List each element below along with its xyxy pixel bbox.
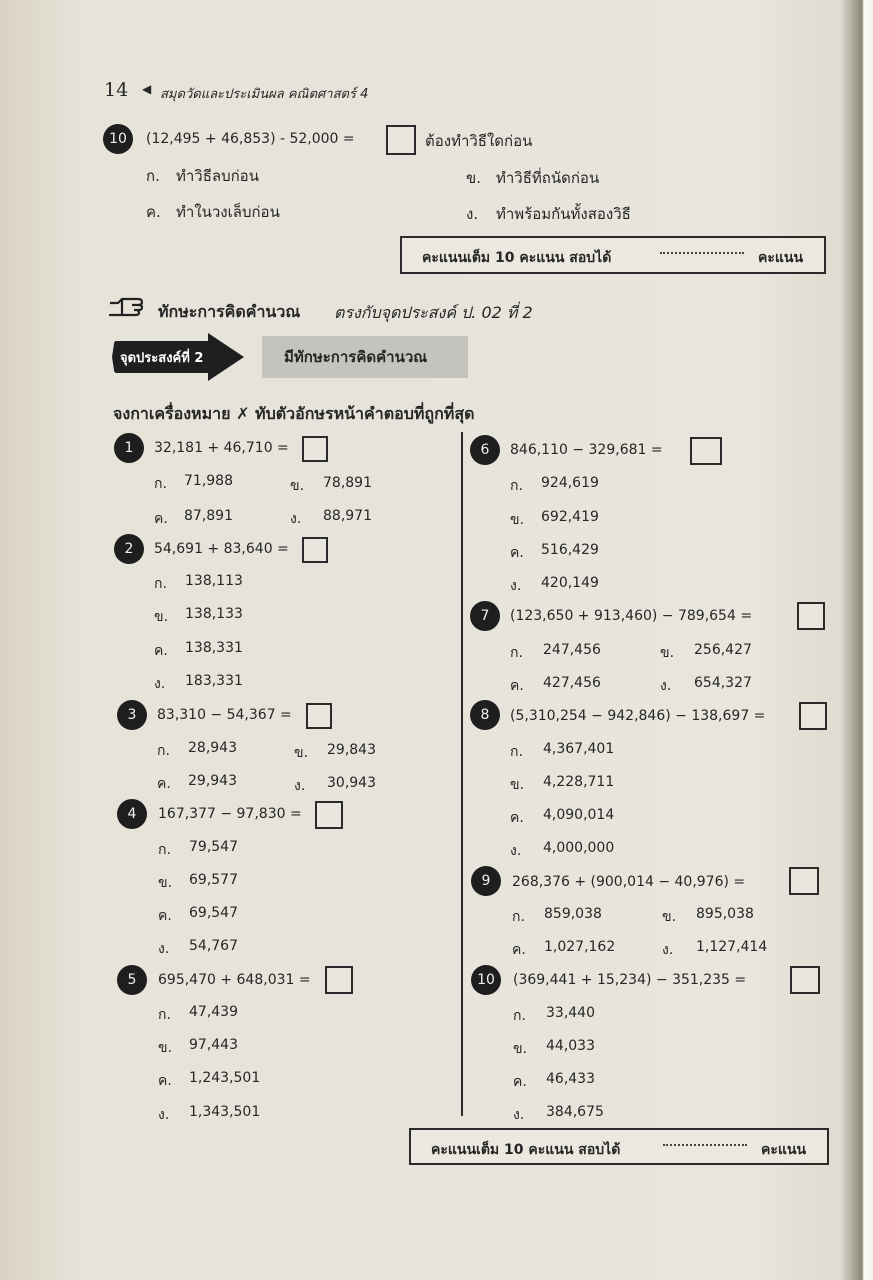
answer-box[interactable] (315, 801, 343, 829)
question-expression: 846,110 − 329,681 = (510, 442, 663, 458)
option-text: 79,547 (189, 839, 238, 855)
option-text: 384,675 (546, 1104, 604, 1120)
option-text: 1,243,501 (189, 1070, 261, 1086)
score-unit: คะแนน (758, 250, 804, 266)
option-text: 420,149 (541, 575, 599, 591)
option-text: 97,443 (189, 1037, 238, 1053)
option-text: ทำวิธีที่ถนัดก่อน (496, 169, 600, 187)
option-key[interactable]: ก. (510, 478, 523, 494)
option-text: 69,577 (189, 872, 238, 888)
question-expression: (369,441 + 15,234) − 351,235 = (513, 972, 747, 988)
question-expression: 83,310 − 54,367 = (157, 707, 292, 723)
option-text: 138,113 (185, 573, 243, 589)
score-unit: คะแนน (761, 1142, 807, 1158)
question-number-badge: 6 (470, 435, 500, 465)
score-fill-line[interactable] (660, 252, 744, 254)
option-text: 29,943 (188, 773, 237, 789)
score-label: คะแนนเต็ม 10 คะแนน สอบได้ (422, 250, 612, 266)
option-key[interactable]: ง. (154, 676, 166, 692)
objective-box (262, 336, 468, 378)
option-key[interactable]: ข. (294, 745, 309, 761)
answer-box[interactable] (790, 966, 820, 994)
option-key[interactable]: ง. (660, 678, 672, 694)
option-key[interactable]: ข. (513, 1041, 528, 1057)
option-text: 138,133 (185, 606, 243, 622)
option-text: 54,767 (189, 938, 238, 954)
option-key[interactable]: ง. (158, 941, 170, 957)
option-key[interactable]: ข. (662, 909, 677, 925)
option-text: 47,439 (189, 1004, 238, 1020)
option-key[interactable]: ข. (510, 512, 525, 528)
option-text: ทำพร้อมกันทั้งสองวิธี (496, 205, 631, 223)
option-text: ทำในวงเล็บก่อน (176, 203, 280, 221)
section-title: ทักษะการคิดคำนวณ (158, 302, 301, 321)
option-text: 859,038 (544, 906, 602, 922)
option-text: 692,419 (541, 509, 599, 525)
option-text: ทำวิธีลบก่อน (176, 167, 259, 185)
option-key[interactable]: ก. (510, 645, 523, 661)
option-text: 30,943 (327, 775, 376, 791)
option-key[interactable]: ก. (513, 1008, 526, 1024)
option-key[interactable]: ก. (157, 743, 170, 759)
option-key[interactable]: ก. (146, 167, 160, 185)
answer-box[interactable] (386, 125, 416, 155)
option-text: 4,228,711 (543, 774, 615, 790)
question-number-badge: 9 (471, 866, 501, 896)
answer-box[interactable] (325, 966, 353, 994)
score-label: คะแนนเต็ม 10 คะแนน สอบได้ (431, 1142, 621, 1158)
option-key[interactable]: ก. (158, 1007, 171, 1023)
question-expression: (12,495 + 46,853) - 52,000 = (146, 131, 355, 147)
option-text: 516,429 (541, 542, 599, 558)
option-text: 4,367,401 (543, 741, 615, 757)
option-text: 256,427 (694, 642, 752, 658)
question-expression: (5,310,254 − 942,846) − 138,697 = (510, 708, 766, 724)
option-key[interactable]: ง. (466, 205, 479, 223)
answer-box[interactable] (302, 537, 328, 563)
answer-box[interactable] (789, 867, 819, 895)
option-key[interactable]: ข. (154, 609, 169, 625)
option-key[interactable]: ง. (510, 578, 522, 594)
option-key[interactable]: ง. (294, 778, 306, 794)
option-text: 138,331 (185, 640, 243, 656)
option-text: 78,891 (323, 475, 372, 491)
objective-tag (112, 333, 244, 381)
option-key[interactable]: ก. (154, 576, 167, 592)
question-expression: 167,377 − 97,830 = (158, 806, 302, 822)
question-number-badge: 8 (470, 700, 500, 730)
question-expression: 54,691 + 83,640 = (154, 541, 289, 557)
objective-tag-label: จุดประสงค์ที่ 2 (120, 351, 204, 366)
option-key[interactable]: ง. (510, 843, 522, 859)
column-divider (461, 432, 463, 1116)
pointing-hand-icon (108, 295, 148, 325)
question-number-badge: 7 (470, 601, 500, 631)
option-text: 654,327 (694, 675, 752, 691)
option-key[interactable]: ข. (660, 645, 675, 661)
question-expression: (123,650 + 913,460) − 789,654 = (510, 608, 753, 624)
option-text: 183,331 (185, 673, 243, 689)
book-title: สมุดวัดและประเมินผล คณิตศาสตร์ 4 (160, 87, 369, 102)
option-text: 28,943 (188, 740, 237, 756)
option-text: 44,033 (546, 1038, 595, 1054)
question-expression: 268,376 + (900,014 − 40,976) = (512, 874, 746, 890)
option-text: 46,433 (546, 1071, 595, 1087)
question-number-badge: 10 (103, 124, 133, 154)
option-text: 69,547 (189, 905, 238, 921)
answer-box[interactable] (306, 703, 332, 729)
question-number-badge: 10 (471, 965, 501, 995)
option-text: 1,343,501 (189, 1104, 261, 1120)
option-key[interactable]: ง. (662, 942, 674, 958)
question-number-badge: 3 (117, 700, 147, 730)
page-number: 14 (104, 79, 129, 101)
option-text: 33,440 (546, 1005, 595, 1021)
option-text: 71,988 (184, 473, 233, 489)
option-key[interactable]: ข. (466, 169, 482, 187)
option-text: 4,000,000 (543, 840, 615, 856)
option-key[interactable]: ง. (290, 511, 302, 527)
option-text: 1,027,162 (544, 939, 616, 955)
option-key[interactable]: ก. (154, 476, 167, 492)
option-key[interactable]: ค. (158, 908, 172, 924)
option-text: 247,456 (543, 642, 601, 658)
bullet-icon: ◀ (142, 82, 152, 96)
score-box (400, 236, 826, 274)
objective-text: มีทักษะการคิดคำนวณ (284, 348, 428, 366)
option-key[interactable]: ก. (510, 744, 523, 760)
section-subtitle: ตรงกับจุดประสงค์ ป. 02 ที่ 2 (334, 303, 533, 322)
option-key[interactable]: ข. (290, 478, 305, 494)
option-key[interactable]: ก. (512, 909, 525, 925)
option-key[interactable]: ค. (158, 1073, 172, 1089)
option-text: 87,891 (184, 508, 233, 524)
option-key[interactable]: ค. (510, 545, 524, 561)
option-key[interactable]: ก. (158, 842, 171, 858)
option-key[interactable]: ค. (513, 1074, 527, 1090)
answer-box[interactable] (690, 437, 722, 465)
answer-box[interactable] (799, 702, 827, 730)
option-text: 88,971 (323, 508, 372, 524)
option-key[interactable]: ค. (512, 942, 526, 958)
option-key[interactable]: ข. (158, 875, 173, 891)
option-key[interactable]: ค. (146, 203, 161, 221)
option-key[interactable]: ข. (158, 1040, 173, 1056)
question-expression: 695,470 + 648,031 = (158, 972, 311, 988)
option-key[interactable]: ข. (510, 777, 525, 793)
score-box (409, 1128, 829, 1165)
question-number-badge: 1 (114, 433, 144, 463)
option-key[interactable]: ค. (510, 810, 524, 826)
question-number-badge: 2 (114, 534, 144, 564)
answer-box[interactable] (797, 602, 825, 630)
option-text: 427,456 (543, 675, 601, 691)
option-key[interactable]: ค. (154, 511, 168, 527)
instruction-text: จงกาเครื่องหมาย ✗ ทับตัวอักษรหน้าคำตอบที่ถูกที่สุด (113, 404, 475, 423)
option-text: 924,619 (541, 475, 599, 491)
question-number-badge: 4 (117, 799, 147, 829)
option-key[interactable]: ค. (157, 776, 171, 792)
question-number-badge: 5 (117, 965, 147, 995)
option-key[interactable]: ง. (513, 1107, 525, 1123)
answer-box[interactable] (302, 436, 328, 462)
question-expression: 32,181 + 46,710 = (154, 440, 289, 456)
option-text: 1,127,414 (696, 939, 768, 955)
option-key[interactable]: ง. (158, 1107, 170, 1123)
option-text: 29,843 (327, 742, 376, 758)
option-text: 4,090,014 (543, 807, 615, 823)
question-prompt: ต้องทำวิธีใดก่อน (425, 132, 533, 150)
score-fill-line[interactable] (663, 1144, 747, 1146)
option-key[interactable]: ค. (510, 678, 524, 694)
option-text: 895,038 (696, 906, 754, 922)
option-key[interactable]: ค. (154, 643, 168, 659)
